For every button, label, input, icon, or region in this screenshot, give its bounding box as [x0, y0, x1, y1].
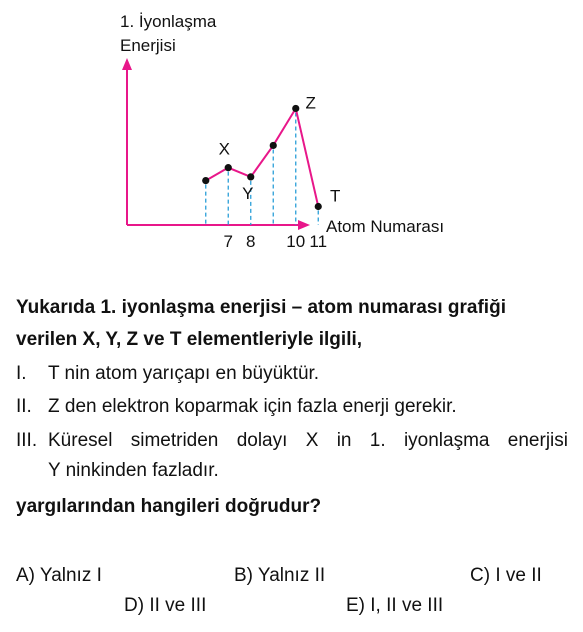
data-series [202, 93, 340, 210]
y-axis-arrow [122, 58, 132, 70]
ionization-energy-chart [0, 0, 583, 270]
data-point [225, 164, 232, 171]
data-point [270, 142, 277, 149]
statement-3 [16, 426, 576, 456]
question-stem-line2: verilen X, Y, Z ve T elementleriyle ilgili, [16, 329, 363, 350]
option-e[interactable]: E) I, II ve III [346, 595, 444, 616]
statement-text: Küresel simetriden dolayı X in 1. iyonlaşma enerjisi [48, 430, 568, 451]
statement-number: III. [16, 430, 38, 451]
statement-3-continuation: Y ninkinden fazladır. [48, 460, 219, 481]
data-point [315, 203, 322, 210]
question-prompt: yargılarından hangileri doğrudur? [16, 496, 322, 517]
option-c[interactable]: C) I ve II [470, 565, 542, 586]
y-axis-label-line1: 1. İyonlaşma [120, 12, 217, 31]
statement-text: T nin atom yarıçapı en büyüktür. [48, 363, 320, 384]
point-label: Y [242, 183, 254, 203]
x-axis-label: Atom Numarası [326, 217, 445, 236]
statement-number: II. [16, 396, 32, 417]
y-axis-label-line2: Enerjisi [120, 36, 176, 55]
option-a[interactable]: A) Yalnız I [16, 565, 102, 586]
statement-number: I. [16, 363, 27, 384]
data-point [292, 105, 299, 112]
statement-1 [16, 359, 576, 389]
x-tick-label: 8 [246, 232, 256, 251]
question-stem-line1: Yukarıda 1. iyonlaşma enerjisi – atom numarası grafiği [16, 297, 506, 318]
option-b[interactable]: B) Yalnız II [234, 565, 326, 586]
point-label: Z [305, 93, 316, 113]
data-point [202, 177, 209, 184]
x-ticks [224, 232, 328, 251]
chart-axes [122, 58, 310, 230]
x-tick-label: 11 [309, 232, 328, 251]
x-axis-arrow [298, 220, 310, 230]
statement-2 [16, 392, 576, 422]
point-label: X [218, 139, 230, 159]
data-point [247, 173, 254, 180]
option-d[interactable]: D) II ve III [124, 595, 207, 616]
x-tick-label: 10 [286, 232, 306, 251]
x-tick-label: 7 [223, 232, 233, 251]
point-label: T [330, 186, 341, 206]
statement-text: Z den elektron koparmak için fazla enerji gerekir. [48, 396, 457, 417]
